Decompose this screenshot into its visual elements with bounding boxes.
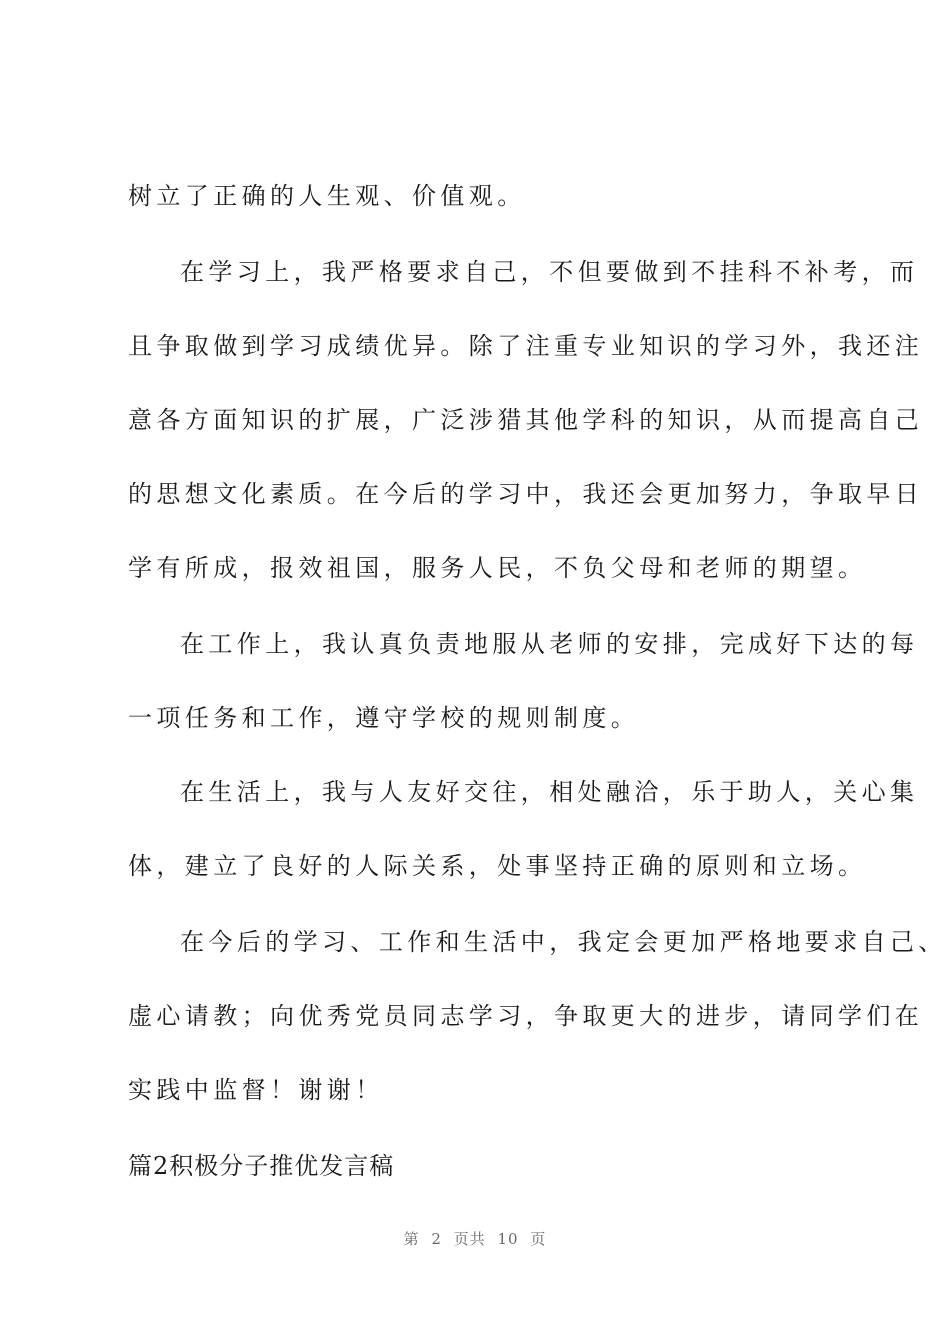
paragraph-line: 体，建立了良好的人际关系，处事坚持正确的原则和立场。	[128, 852, 867, 880]
paragraph-line: 学有所成，报效祖国，服务人民，不负父母和老师的期望。	[128, 554, 867, 582]
paragraph-line: 且争取做到学习成绩优异。除了注重专业知识的学习外，我还注	[128, 332, 924, 360]
section-heading: 篇2积极分子推优发言稿	[128, 1152, 395, 1180]
paragraph-line: 在今后的学习、工作和生活中，我定会更加严格地要求自己、	[180, 928, 947, 956]
paragraph-line: 的思想文化素质。在今后的学习中，我还会更加努力，争取早日	[128, 480, 924, 508]
paragraph-line: 在工作上，我认真负责地服从老师的安排，完成好下达的每	[180, 630, 919, 658]
paragraph-line: 虚心请教；向优秀党员同志学习，争取更大的进步，请同学们在	[128, 1002, 924, 1030]
paragraph-line: 实践中监督！谢谢！	[128, 1076, 384, 1104]
paragraph-line: 一项任务和工作，遵守学校的规则制度。	[128, 704, 640, 732]
paragraph-line: 在生活上，我与人友好交往，相处融洽，乐于助人，关心集	[180, 778, 919, 806]
paragraph-line: 在学习上，我严格要求自己，不但要做到不挂科不补考，而	[180, 258, 919, 286]
paragraph-line: 树立了正确的人生观、价值观。	[128, 182, 526, 210]
page-number-footer: 第 2 页共 10 页	[403, 1230, 547, 1248]
paragraph-line: 意各方面知识的扩展，广泛涉猎其他学科的知识，从而提高自己	[128, 406, 924, 434]
